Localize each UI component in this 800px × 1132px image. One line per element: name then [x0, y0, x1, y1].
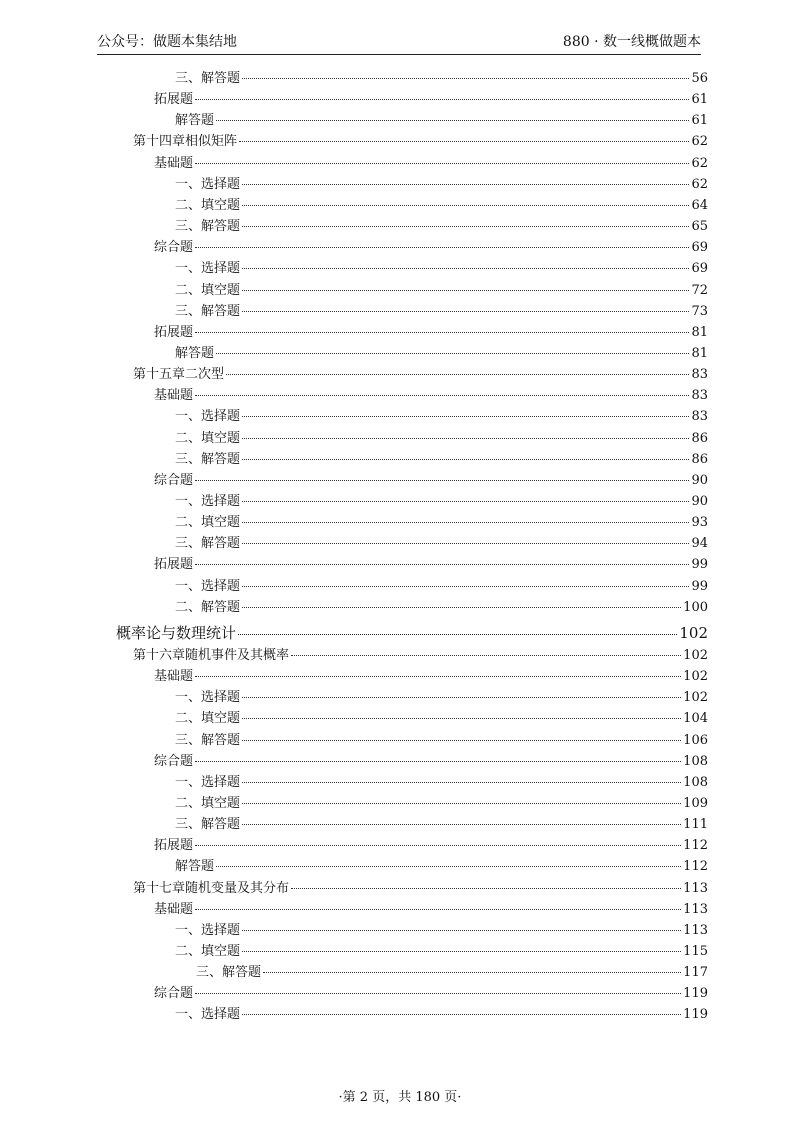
toc-entry-title: 二、填空题 — [175, 515, 241, 531]
toc-entry-page: 62 — [691, 176, 708, 192]
toc-entry-page: 113 — [683, 922, 708, 938]
toc-entry[interactable] — [133, 364, 708, 385]
toc-entry-page: 108 — [683, 753, 708, 769]
toc-entry-page: 112 — [683, 859, 708, 875]
toc-entry[interactable] — [154, 554, 708, 575]
toc-entry-page: 83 — [691, 409, 708, 425]
toc-leader-dots — [195, 908, 681, 910]
toc-leader-dots — [242, 437, 689, 439]
toc-entry[interactable] — [175, 174, 708, 195]
toc-entry-page: 64 — [691, 197, 708, 213]
toc-entry-title: 一、选择题 — [175, 261, 241, 277]
toc-entry-page: 61 — [691, 113, 708, 129]
toc-leader-dots — [242, 585, 689, 587]
toc-entry-title: 第十六章随机事件及其概率 — [133, 647, 290, 663]
toc-entry[interactable] — [175, 814, 708, 835]
toc-entry-title: 二、填空题 — [175, 795, 241, 811]
toc-entry[interactable] — [175, 687, 708, 708]
toc-entry-page: 112 — [683, 838, 708, 854]
toc-entry-page: 93 — [691, 515, 708, 531]
toc-entry-page: 113 — [683, 901, 708, 917]
header-left-text: 公众号：做题本集结地 — [97, 34, 237, 50]
toc-entry-title: 二、填空题 — [175, 944, 241, 959]
toc-leader-dots — [242, 781, 681, 783]
toc-leader-dots — [195, 246, 689, 248]
toc-entry-title: 第十七章随机变量及其分布 — [133, 880, 290, 896]
toc-entry-page: 81 — [691, 324, 708, 340]
toc-entry-title: 拓展题 — [154, 557, 194, 573]
toc-leader-dots — [242, 929, 681, 931]
toc-entry[interactable] — [175, 343, 708, 364]
toc-entry[interactable] — [175, 793, 708, 814]
toc-entry-page: 86 — [691, 430, 708, 446]
toc-entry-title: 三、解答题 — [175, 451, 241, 467]
toc-entry-title: 拓展题 — [154, 92, 194, 108]
toc-entry[interactable] — [154, 322, 708, 343]
toc-entry-page: 113 — [683, 880, 708, 896]
toc-entry[interactable] — [175, 772, 708, 793]
toc-entry[interactable] — [175, 708, 708, 729]
toc-entry-title: 综合题 — [154, 753, 194, 769]
toc-entry-title: 第十五章二次型 — [133, 367, 225, 383]
toc-leader-dots — [242, 542, 689, 544]
toc-leader-dots — [263, 971, 681, 973]
toc-entry[interactable] — [116, 621, 708, 645]
toc-entry[interactable] — [154, 835, 708, 856]
toc-leader-dots — [242, 415, 689, 417]
toc-entry-title: 一、选择题 — [175, 690, 241, 706]
toc-entry-page: 65 — [691, 219, 708, 235]
toc-entry[interactable] — [175, 68, 708, 89]
toc-entry-title: 综合题 — [154, 986, 194, 1002]
toc-entry-title: 基础题 — [154, 388, 194, 404]
toc-entry-title: 基础题 — [154, 669, 194, 685]
toc-leader-dots — [291, 654, 681, 656]
toc-entry[interactable] — [175, 533, 708, 554]
toc-entry-title: 三、解答题 — [175, 536, 241, 552]
toc-entry-page: 62 — [691, 155, 708, 171]
toc-entry-title: 一、选择题 — [175, 409, 241, 425]
toc-leader-dots — [242, 267, 689, 269]
toc-entry-page: 119 — [683, 1007, 708, 1023]
toc-leader-dots — [242, 606, 681, 608]
toc-entry[interactable] — [175, 195, 708, 216]
toc-entry-title: 三、解答题 — [175, 817, 241, 833]
toc-entry-page: 108 — [683, 774, 708, 790]
toc-entry-title: 基础题 — [154, 901, 194, 917]
toc-leader-dots — [238, 633, 677, 635]
toc-entry-page: 81 — [691, 345, 708, 361]
toc-entry[interactable] — [175, 491, 708, 512]
toc-entry-page: 117 — [683, 965, 708, 981]
toc-entry-page: 73 — [691, 303, 708, 319]
toc-entry-title: 解答题 — [175, 859, 215, 875]
toc-leader-dots — [242, 739, 681, 741]
toc-leader-dots — [195, 479, 689, 481]
toc-entry-page: 106 — [683, 732, 708, 748]
toc-entry-page: 102 — [679, 623, 708, 642]
toc-leader-dots — [216, 119, 689, 121]
toc-entry[interactable] — [133, 878, 708, 899]
toc-entry-title: 一、选择题 — [175, 1007, 241, 1023]
toc-entry[interactable] — [154, 89, 708, 110]
toc-entry-page: 83 — [691, 367, 708, 383]
toc-entry-title: 拓展题 — [154, 838, 194, 854]
toc-leader-dots — [242, 458, 689, 460]
header-right-text: 880 · 数一线概做题本 — [562, 34, 701, 50]
toc-entry[interactable] — [175, 512, 708, 533]
toc-leader-dots — [195, 98, 689, 100]
toc-entry-page: 90 — [691, 494, 708, 509]
toc-leader-dots — [195, 162, 689, 164]
toc-leader-dots — [242, 225, 689, 227]
toc-leader-dots — [242, 717, 681, 719]
toc-entry-title: 拓展题 — [154, 324, 194, 340]
toc-entry[interactable] — [154, 237, 708, 258]
toc-leader-dots — [242, 823, 681, 825]
toc-leader-dots — [195, 992, 681, 994]
toc-entry-title: 三、解答题 — [175, 732, 241, 748]
toc-entry-page: 119 — [683, 986, 708, 1002]
toc-entry[interactable] — [175, 1004, 708, 1025]
toc-leader-dots — [216, 352, 689, 354]
toc-entry[interactable] — [175, 941, 708, 962]
toc-leader-dots — [242, 521, 689, 523]
toc-entry-page: 104 — [683, 711, 708, 727]
toc-leader-dots — [242, 310, 689, 312]
toc-leader-dots — [195, 760, 681, 762]
toc-entry-page: 94 — [691, 536, 708, 552]
toc-entry-title: 一、选择题 — [175, 578, 241, 594]
toc-entry[interactable] — [175, 597, 708, 618]
toc-entry-page: 99 — [691, 578, 708, 594]
toc-entry-page: 61 — [691, 92, 708, 108]
toc-entry[interactable] — [175, 301, 708, 322]
toc-entry-page: 102 — [683, 690, 708, 706]
toc-entry-title: 综合题 — [154, 472, 194, 488]
toc-leader-dots — [242, 696, 681, 698]
toc-entry-page: 90 — [691, 472, 708, 488]
toc-leader-dots — [195, 563, 689, 565]
toc-entry[interactable] — [175, 216, 708, 237]
toc-entry[interactable] — [154, 385, 708, 406]
toc-entry[interactable] — [175, 856, 708, 877]
toc-entry-title: 解答题 — [175, 345, 215, 361]
toc-entry-title: 综合题 — [154, 240, 194, 256]
toc-entry-page: 109 — [683, 795, 708, 811]
toc-leader-dots — [242, 500, 689, 502]
toc-entry-page: 62 — [691, 134, 708, 150]
toc-entry[interactable] — [154, 470, 708, 491]
toc-entry-page: 115 — [683, 944, 708, 959]
toc-entry[interactable] — [175, 449, 708, 470]
page-footer: ·第 2 页，共 180 页· — [338, 1090, 462, 1105]
toc-entry-title: 第十四章相似矩阵 — [133, 134, 238, 150]
toc-entry-page: 100 — [683, 599, 708, 615]
toc-leader-dots — [195, 675, 681, 677]
toc-leader-dots — [226, 373, 689, 375]
toc-entry-title: 一、选择题 — [175, 176, 241, 192]
toc-entry[interactable] — [154, 751, 708, 772]
toc-entry[interactable] — [175, 920, 708, 941]
toc-entry-page: 83 — [691, 388, 708, 404]
toc-entry[interactable] — [154, 666, 708, 687]
toc-entry-title: 二、填空题 — [175, 430, 241, 446]
toc-leader-dots — [242, 289, 689, 291]
toc-entry[interactable] — [154, 153, 708, 174]
toc-entry-page: 99 — [691, 557, 708, 573]
toc-leader-dots — [242, 204, 689, 206]
toc-leader-dots — [239, 140, 689, 142]
toc-entry-title: 二、解答题 — [175, 599, 241, 615]
toc-entry-title: 三、解答题 — [175, 71, 241, 86]
toc-entry[interactable] — [133, 645, 708, 666]
toc-entry-page: 56 — [691, 71, 708, 86]
toc-entry-title: 一、选择题 — [175, 494, 241, 509]
toc-leader-dots — [216, 865, 681, 867]
toc-entry[interactable] — [154, 899, 708, 920]
toc-entry-page: 111 — [683, 817, 708, 833]
toc-entry[interactable] — [175, 730, 708, 751]
toc-entry-title: 基础题 — [154, 155, 194, 171]
toc-leader-dots — [242, 802, 681, 804]
toc-entry[interactable] — [175, 428, 708, 449]
toc-leader-dots — [242, 183, 689, 185]
toc-entry-title: 二、填空题 — [175, 282, 241, 298]
toc-entry-title: 一、选择题 — [175, 922, 241, 938]
toc-entry-title: 三、解答题 — [175, 303, 241, 319]
toc-leader-dots — [195, 331, 689, 333]
toc-entry[interactable] — [133, 131, 708, 152]
toc-leader-dots — [242, 1013, 681, 1015]
toc-entry[interactable] — [175, 576, 708, 597]
toc-entry[interactable] — [175, 406, 708, 427]
toc-entry[interactable] — [154, 983, 708, 1004]
toc-entry-page: 69 — [691, 240, 708, 256]
toc-entry-title: 概率论与数理统计 — [116, 623, 237, 642]
toc-entry[interactable] — [175, 258, 708, 279]
toc-entry-title: 二、填空题 — [175, 197, 241, 213]
toc-leader-dots — [195, 394, 689, 396]
toc-entry-title: 一、选择题 — [175, 774, 241, 790]
toc-leader-dots — [242, 77, 689, 79]
toc-entry-page: 102 — [683, 669, 708, 685]
toc-entry-page: 102 — [683, 647, 708, 663]
toc-leader-dots — [291, 887, 681, 889]
toc-entry[interactable] — [175, 110, 708, 131]
toc-entry-title: 三、解答题 — [196, 965, 262, 981]
toc-entry-title: 二、填空题 — [175, 711, 241, 727]
toc-entry-page: 86 — [691, 451, 708, 467]
toc-leader-dots — [195, 844, 681, 846]
toc-entry-title: 解答题 — [175, 113, 215, 129]
page-header — [97, 34, 701, 55]
toc-entry-title: 三、解答题 — [175, 219, 241, 235]
toc-entry-page: 69 — [691, 261, 708, 277]
toc-entry[interactable] — [175, 280, 708, 301]
toc-entry-page: 72 — [691, 282, 708, 298]
toc-leader-dots — [242, 950, 681, 952]
toc-entry[interactable] — [196, 962, 708, 983]
